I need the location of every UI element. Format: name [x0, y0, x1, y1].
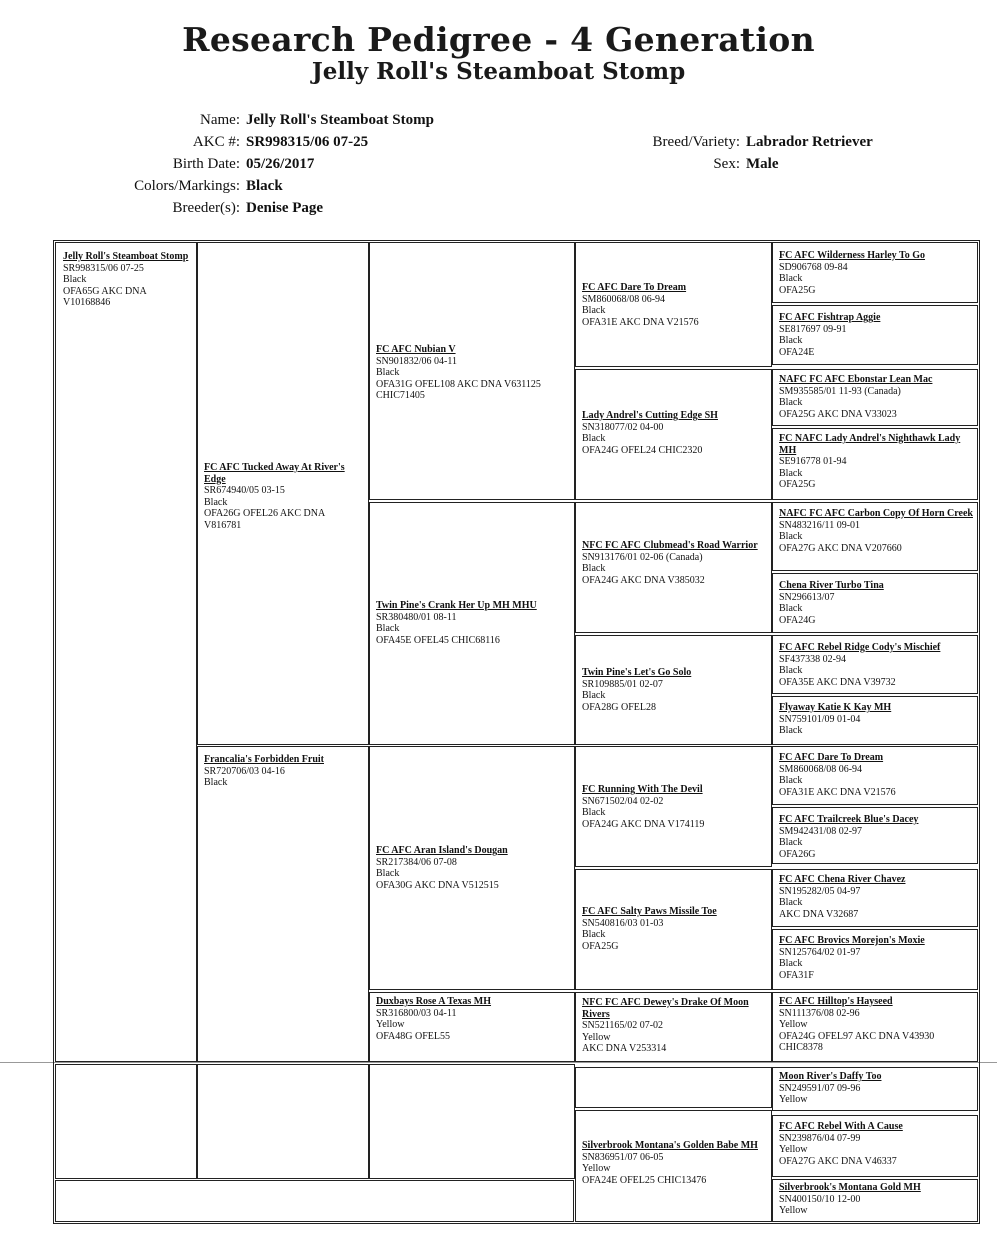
dog-name: Silverbrook Montana's Golden Babe MH	[582, 1140, 758, 1151]
name-value: Jelly Roll's Steamboat Stomp	[246, 112, 434, 128]
dog-name: NFC FC AFC Clubmead's Road Warrior	[582, 540, 758, 551]
great-great-grandparent-entry	[779, 1071, 973, 1106]
dog-color: Yellow	[779, 1019, 808, 1030]
great-great-grandparent-entry	[779, 996, 973, 1054]
grandparent-entry	[376, 845, 571, 891]
info-name	[60, 112, 434, 129]
dog-color: Yellow	[779, 1144, 808, 1155]
dog-name: FC AFC Salty Paws Missile Toe	[582, 906, 717, 917]
dog-name: NFC FC AFC Dewey's Drake Of Moon Rivers	[582, 997, 749, 1020]
dog-tests: OFA24G OFEL97 AKC DNA V43930 CHIC8378	[779, 1030, 935, 1053]
akc-label: AKC #:	[192, 134, 240, 150]
page-title: Research Pedigree - 4 Generation	[182, 20, 815, 59]
dog-name: FC Running With The Devil	[582, 784, 703, 795]
dog-name: Jelly Roll's Steamboat Stomp	[63, 251, 189, 262]
dog-color: Black	[582, 433, 606, 444]
dog-name: FC AFC Hilltop's Hayseed	[779, 996, 893, 1007]
dog-tests: OFA30G AKC DNA V512515	[376, 879, 499, 891]
dog-color: Yellow	[376, 1019, 405, 1030]
dog-reg: SF437338 02-94	[779, 653, 846, 665]
sex-label: Sex:	[713, 156, 740, 172]
dog-tests: OFA48G OFEL55	[376, 1030, 450, 1042]
dog-name: FC AFC Rebel Ridge Cody's Mischief	[779, 642, 941, 653]
dog-tests: OFA31G OFEL108 AKC DNA V631125 CHIC71405	[376, 378, 541, 401]
dog-color: Black	[376, 623, 400, 634]
dog-reg: SN400150/10 12-00	[779, 1193, 861, 1205]
dog-reg: SE916778 01-94	[779, 456, 847, 467]
dog-name: FC AFC Nubian V	[376, 344, 456, 355]
dog-tests: OFA24G AKC DNA V385032	[582, 574, 705, 586]
dog-tests: OFA27G AKC DNA V46337	[779, 1155, 897, 1167]
dog-color: Yellow	[779, 1094, 808, 1105]
dog-reg: SN540816/03 01-03	[582, 917, 664, 929]
dog-reg: SN521165/02 07-02	[582, 1020, 664, 1031]
colors-label: Colors/Markings:	[134, 178, 240, 194]
dog-reg: SM942431/08 02-97	[779, 825, 863, 837]
great-great-grandparent-entry	[779, 642, 973, 688]
dog-color: Black	[582, 807, 606, 818]
dog-color: Black	[779, 665, 803, 676]
great-grandparent-entry	[582, 410, 768, 456]
dog-tests: OFA26G OFEL26 AKC DNA V816781	[204, 508, 325, 531]
dog-name: FC AFC Dare To Dream	[779, 752, 884, 763]
great-grandparent-entry	[582, 784, 768, 830]
birth-value: 05/26/2017	[246, 156, 315, 172]
dog-reg: SE817697 09-91	[779, 323, 847, 335]
great-grandparent-entry	[582, 282, 768, 328]
dog-color: Black	[376, 868, 400, 879]
dog-name: NAFC FC AFC Carbon Copy Of Horn Creek	[779, 508, 973, 519]
colors-value: Black	[246, 178, 283, 194]
dog-reg: SN125764/02 01-97	[779, 946, 861, 958]
birth-label: Birth Date:	[172, 156, 240, 172]
dog-color: Black	[582, 563, 606, 574]
dog-color: Black	[376, 367, 400, 378]
great-great-grandparent-entry	[779, 433, 973, 491]
dog-name: Lady Andrel's Cutting Edge SH	[582, 410, 718, 421]
dog-tests: AKC DNA V32687	[779, 908, 859, 920]
dog-name: Chena River Turbo Tina	[779, 580, 884, 591]
dog-color: Black	[779, 897, 803, 908]
cell-empty	[369, 1064, 575, 1179]
dog-reg: SD906768 09-84	[779, 261, 848, 273]
dog-reg: SN483216/11 09-01	[779, 519, 861, 531]
great-great-grandparent-entry	[779, 935, 973, 981]
dog-color: Black	[779, 397, 803, 408]
dog-tests: OFA25G AKC DNA V33023	[779, 408, 897, 420]
dog-reg: SN249591/07 09-96	[779, 1082, 861, 1094]
dog-name: FC NAFC Lady Andrel's Nighthawk Lady MH	[779, 433, 961, 456]
great-grandparent-entry	[582, 1140, 768, 1186]
dog-name: FC AFC Wilderness Harley To Go	[779, 250, 926, 261]
dog-tests: OFA27G AKC DNA V207660	[779, 542, 902, 554]
info-colors	[60, 178, 283, 195]
dog-tests: OFA31E AKC DNA V21576	[779, 786, 896, 798]
dog-reg: SN296613/07	[779, 591, 835, 603]
dog-tests: OFA45E OFEL45 CHIC68116	[376, 634, 500, 646]
dog-tests: OFA25G	[582, 940, 619, 952]
sire-entry	[204, 462, 364, 531]
dog-tests: OFA26G	[779, 848, 816, 860]
dog-tests: OFA35E AKC DNA V39732	[779, 676, 896, 688]
great-great-grandparent-entry	[779, 814, 973, 860]
dog-reg: SR380480/01 08-11	[376, 611, 457, 623]
dog-reg: SN671502/04 02-02	[582, 795, 664, 807]
dog-name: FC AFC Rebel With A Cause	[779, 1121, 903, 1132]
dog-color: Black	[779, 335, 803, 346]
dog-name: Duxbays Rose A Texas MH	[376, 996, 492, 1007]
great-grandparent-entry	[582, 997, 768, 1055]
page-subtitle: Jelly Roll's Steamboat Stomp	[311, 58, 686, 85]
great-great-grandparent-entry	[779, 508, 973, 554]
subject-entry	[63, 251, 191, 309]
dog-reg: SN759101/09 01-04	[779, 713, 861, 725]
dog-reg: SR720706/03 04-16	[204, 765, 285, 777]
dog-reg: SN195282/05 04-97	[779, 885, 861, 897]
dog-reg: SR998315/06 07-25	[63, 262, 144, 274]
dog-name: Silverbrook's Montana Gold MH	[779, 1182, 921, 1193]
dog-reg: SM860068/08 06-94	[582, 293, 666, 305]
info-breed	[560, 134, 873, 151]
dog-name: Twin Pine's Crank Her Up MH MHU	[376, 600, 537, 611]
dog-color: Black	[63, 274, 87, 285]
dam-entry	[204, 754, 364, 789]
dog-color: Yellow	[779, 1205, 808, 1216]
dog-name: Francalia's Forbidden Fruit	[204, 754, 324, 765]
info-akc	[60, 134, 368, 151]
dog-color: Black	[779, 837, 803, 848]
dog-color: Black	[779, 725, 803, 736]
dog-reg: SR217384/06 07-08	[376, 856, 457, 868]
akc-value: SR998315/06 07-25	[246, 134, 369, 150]
dog-name: FC AFC Tucked Away At River's Edge	[204, 462, 345, 485]
dog-color: Black	[779, 603, 803, 614]
dog-tests: OFA24E OFEL25 CHIC13476	[582, 1174, 707, 1186]
info-breeder	[60, 200, 323, 217]
dog-name: FC AFC Trailcreek Blue's Dacey	[779, 814, 919, 825]
dog-color: Yellow	[582, 1163, 611, 1174]
dog-reg: SN913176/01 02-06 (Canada)	[582, 551, 703, 563]
dog-reg: SN239876/04 07-99	[779, 1132, 861, 1144]
dog-reg: SM935585/01 11-93 (Canada)	[779, 385, 901, 397]
cell-empty	[575, 1067, 772, 1108]
dog-color: Black	[204, 777, 228, 788]
dog-name: FC AFC Fishtrap Aggie	[779, 312, 881, 323]
dog-reg: SN318077/02 04-00	[582, 421, 664, 433]
dog-name: NAFC FC AFC Ebonstar Lean Mac	[779, 374, 933, 385]
breed-value: Labrador Retriever	[746, 134, 873, 150]
dog-tests: OFA24E	[779, 346, 815, 358]
great-great-grandparent-entry	[779, 702, 973, 737]
dog-reg: SN836951/07 06-05	[582, 1151, 664, 1163]
great-great-grandparent-entry	[779, 374, 973, 420]
info-birth	[60, 156, 314, 173]
info-sex	[560, 156, 778, 173]
dog-reg: SR674940/05 03-15	[204, 485, 285, 496]
dog-tests: OFA24G	[779, 614, 816, 626]
great-great-grandparent-entry	[779, 874, 973, 920]
great-great-grandparent-entry	[779, 1182, 973, 1217]
dog-tests: OFA31E AKC DNA V21576	[582, 316, 699, 328]
great-great-grandparent-entry	[779, 312, 973, 358]
breeder-value: Denise Page	[246, 200, 324, 216]
cell-empty	[197, 1064, 369, 1179]
dog-color: Black	[779, 775, 803, 786]
dog-name: FC AFC Dare To Dream	[582, 282, 687, 293]
great-great-grandparent-entry	[779, 580, 973, 626]
dog-color: Black	[779, 958, 803, 969]
breed-label: Breed/Variety:	[652, 134, 740, 150]
dog-name: FC AFC Aran Island's Dougan	[376, 845, 508, 856]
great-grandparent-entry	[582, 667, 768, 713]
dog-color: Black	[582, 305, 606, 316]
great-great-grandparent-entry	[779, 1121, 973, 1167]
dog-reg: SN901832/06 04-11	[376, 355, 458, 367]
great-grandparent-entry	[582, 540, 768, 586]
dog-name: Flyaway Katie K Kay MH	[779, 702, 892, 713]
cell-dam	[197, 746, 369, 1062]
dog-tests: OFA65G AKC DNA V10168846	[63, 285, 147, 308]
dog-name: FC AFC Chena River Chavez	[779, 874, 906, 885]
grandparent-entry	[376, 344, 571, 402]
dog-name: Moon River's Daffy Too	[779, 1071, 882, 1082]
dog-color: Black	[779, 467, 803, 479]
dog-color: Black	[582, 690, 606, 701]
dog-tests: OFA25G	[779, 479, 816, 490]
grandparent-entry	[376, 996, 571, 1042]
great-grandparent-entry	[582, 906, 768, 952]
dog-tests: OFA24G AKC DNA V174119	[582, 818, 705, 830]
great-great-grandparent-entry	[779, 250, 973, 296]
cell-empty	[55, 1180, 574, 1222]
dog-color: Black	[582, 929, 606, 940]
dog-color: Black	[204, 496, 228, 508]
dog-tests: OFA28G OFEL28	[582, 701, 656, 713]
dog-color: Black	[779, 273, 803, 284]
dog-color: Black	[779, 531, 803, 542]
dog-tests: OFA24G OFEL24 CHIC2320	[582, 444, 703, 456]
breeder-label: Breeder(s):	[172, 200, 240, 216]
dog-name: Twin Pine's Let's Go Solo	[582, 667, 692, 678]
sex-value: Male	[746, 156, 779, 172]
dog-color: Yellow	[582, 1031, 611, 1043]
dog-reg: SR109885/01 02-07	[582, 678, 663, 690]
dog-reg: SN111376/08 02-96	[779, 1007, 860, 1019]
dog-tests: OFA31F	[779, 969, 814, 981]
name-label: Name:	[200, 112, 240, 128]
grandparent-entry	[376, 600, 571, 646]
dog-reg: SM860068/08 06-94	[779, 763, 863, 775]
cell-empty	[55, 1064, 197, 1179]
dog-tests: AKC DNA V253314	[582, 1043, 667, 1054]
cell-subject	[55, 242, 197, 1062]
dog-tests: OFA25G	[779, 284, 816, 296]
dog-name: FC AFC Brovics Morejon's Moxie	[779, 935, 925, 946]
dog-reg: SR316800/03 04-11	[376, 1007, 457, 1019]
great-great-grandparent-entry	[779, 752, 973, 798]
